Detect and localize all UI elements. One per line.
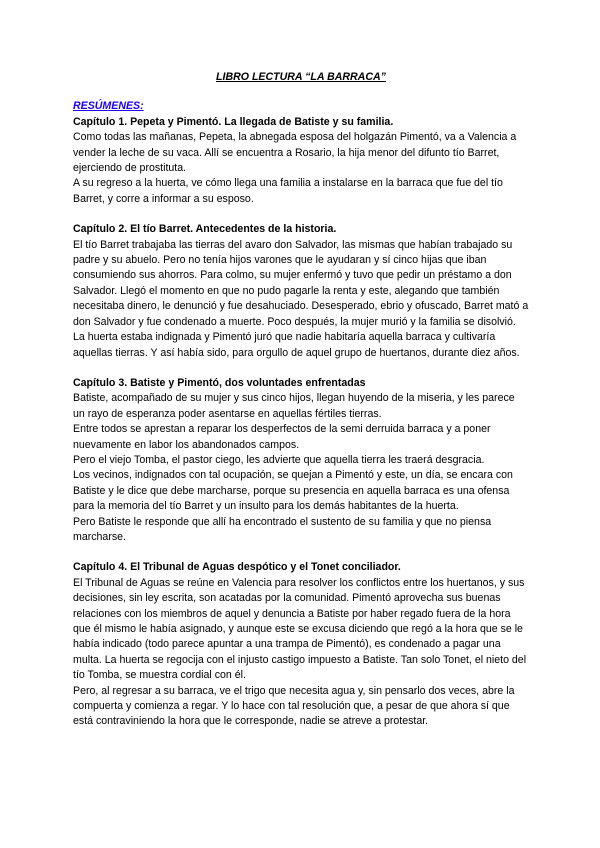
paragraph: Como todas las mañanas, Pepeta, la abnegada esposa del holgazán Pimentó, va a Valencia a vender la leche de su vaca. Allí se encuentra a Rosario, la hija menor del difunto tío Barret, ejerciendo de prostituta. (73, 131, 517, 175)
paragraph: Pero Batiste le responde que allí ha encontrado el sustento de su familia y que no piensa marcharse. (73, 515, 492, 543)
chapter-title: Capítulo 1. Pepeta y Pimentó. La llegada de Batiste y su familia. (73, 115, 394, 128)
paragraph: A su regreso a la huerta, ve cómo llega una familia a instalarse en la barraca que fue del tío Barret, y corre a informar a su esposo. (73, 177, 503, 205)
document-page (73, 70, 529, 745)
paragraph: Pero el viejo Tomba, el pastor ciego, les advierte que aquella tierra les traerá desgracia. (73, 453, 485, 466)
chapter-4 (73, 560, 529, 729)
document-title: LIBRO LECTURA “LA BARRACA” (216, 71, 386, 83)
chapter-title: Capítulo 2. El tío Barret. Antecedentes de la historia. (73, 223, 337, 236)
paragraph: Pero, al regresar a su barraca, ve el trigo que necesita agua y, sin pensarlo dos veces, abre la compuerta y comienza a regar. Y lo hace con tal resolución que, a pesar de que ahora sí que está contraviniendo la hora que le corresponde, nadie se atreve a protestar. (73, 684, 515, 728)
paragraph: Entre todos se aprestan a reparar los desperfectos de la semi derruida barraca y a poner nuevamente en labor los abandonados campos. (73, 423, 491, 451)
paragraph: La huerta estaba indignada y Pimentó juró que nadie habitaría aquella barraca y cultivaría aquellas tierras. Y así había sido, para orgullo de aquel grupo de huertanos, durante diez años. (73, 331, 520, 359)
chapter-1 (73, 115, 529, 207)
chapter-2 (73, 222, 529, 361)
section-label-resumenes: RESÚMENES: (73, 100, 144, 113)
paragraph: El Tribunal de Aguas se reúne en Valencia para resolver los conflictos entre los huertanos, y sus decisiones, sin ley escrita, son acatadas por la comunidad. Pimentó aprovecha sus buenas relaciones con los miembros de aquel y denuncia a Batiste por haber regado fuera de la hora que él mismo le había asignado, y aunque este se excusa diciendo que regó a la hora que se le había indicado (todo parece apuntar a una trampa de Pimentó), es condenado a pagar una multa. La huerta se regocija con el injusto castigo impuesto a Batiste. Tan solo Tonet, el nieto del tío Tomba, se muestra cordial con él. (73, 576, 527, 682)
paragraph: El tío Barret trabajaba las tierras del avaro don Salvador, las mismas que habían trabajado su padre y su abuelo. Pero no tenía hijos varones que le ayudaran y sí cinco hijas que iban consumiendo sus ahorros. Para colmo, su mujer enfermó y tuvo que pedir un préstamo a don Salvador. Llegó el momento en que no pudo pagarle la renta y este, alegando que también necesitaba dinero, le denunció y fue desahuciado. Desesperado, ebrio y ofuscado, Barret mató a don Salvador y fue condenado a muerte. Poco después, la mujer murió y la familia se disolvió. (73, 238, 529, 328)
paragraph: Los vecinos, indignados con tal ocupación, se quejan a Pimentó y este, un día, se encara con Batiste y le dice que debe marcharse, porque su presencia en aquella barraca es una ofensa para la memoria del tío Barret y un insulto para los demás habitantes de la huerta. (73, 469, 513, 513)
paragraph: Batiste, acompañado de su mujer y sus cinco hijos, llegan huyendo de la miseria, y les parece un rayo de esperanza poder asentarse en aquellas fértiles tierras. (73, 392, 515, 420)
chapter-title: Capítulo 3. Batiste y Pimentó, dos voluntades enfrentadas (73, 376, 366, 389)
chapter-title: Capítulo 4. El Tribunal de Aguas despótico y el Tonet conciliador. (73, 561, 401, 574)
chapter-3 (73, 376, 529, 545)
